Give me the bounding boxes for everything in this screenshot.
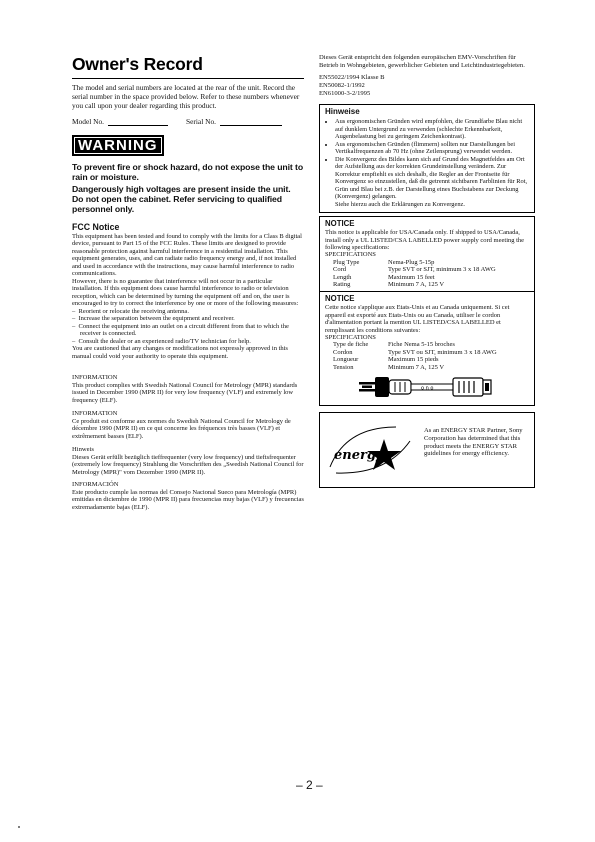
spec-key: Plug Type xyxy=(333,258,360,266)
notice-box xyxy=(319,216,535,406)
info-es-text: Este producto cumple las normas del Consejo Nacional Sueco para Metrología (MPR) emitidas en diciembre de 1990 (MPR II) para frecuencias muy bajas (VLF) y frecuencias extremadamente bajas (ELF). xyxy=(72,488,304,511)
spec-value: Minimum 7 A, 125 V xyxy=(388,363,445,371)
list-item: – Increase the separation between the equipment and receiver. xyxy=(72,315,304,323)
spec-key: Rating xyxy=(333,281,351,289)
emv-norms xyxy=(319,74,535,98)
fcc-paragraph-2: However, there is no guarantee that interference will not occur in a particular installation. If this equipment does cause harmful interference to radio or television reception, which can be determined by turning the equipment off and on, the user is encouraged to try to correct the interference by one or more of the following measures: xyxy=(72,277,299,308)
fcc-notice-title: FCC Notice xyxy=(72,221,120,232)
table-row xyxy=(333,341,497,348)
warning-badge: WARNING xyxy=(72,135,164,156)
hinweise-list xyxy=(325,118,529,201)
page-number: – 2 – xyxy=(296,778,323,792)
spec-key: Type de fiche xyxy=(333,341,369,349)
svg-text:o n o: o n o xyxy=(421,385,434,392)
info-fr-title: INFORMATION xyxy=(72,410,118,418)
list-item: – Consult the dealer or an experienced radio/TV technician for help. xyxy=(72,338,304,346)
model-no-field xyxy=(108,118,168,126)
list-item: • Aus ergonomischen Gründen (flimmern) sollten nur Darstellungen bei Vertikalfrequenzen ab 70 Hz (ohne Zeilensprung) verwendet werden. xyxy=(335,141,529,156)
energy-star-box xyxy=(319,412,535,488)
energy-logo-word: energy xyxy=(334,447,384,463)
spec-fr-table xyxy=(333,341,497,371)
list-item: • Aus ergonomischen Gründen wird empfohlen, die Grundfarbe Blau nicht auf dunklem Untergrund zu verwenden (schlechte Erkennbarkeit, Augenbelastung bei zu geringem Zeichenkontrast). xyxy=(335,118,529,141)
power-plug-icon xyxy=(325,373,529,401)
notice-en-text: This notice is applicable for USA/Canada only. If shipped to USA/Canada, install only a UL LISTED/CSA LABELLED power supply cord meeting the following specifications: xyxy=(325,229,525,251)
notice-fr-title: NOTICE xyxy=(325,294,355,304)
owners-record-intro: The model and serial numbers are located at the rear of the unit. Record the serial number in the space provided below. Refer to these numbers whenever you call upon your dealer regarding this product. xyxy=(72,83,300,110)
norm-item: EN55022/1994 Klasse B xyxy=(319,74,385,82)
energy-star-logo-icon xyxy=(326,421,414,479)
power-cord-illustration xyxy=(325,373,529,401)
spec-value: Type SVT ou SJT, minimum 3 x 18 AWG xyxy=(388,348,497,356)
table-row xyxy=(333,349,497,356)
info-fr-text: Ce produit est conforme aux normes du Swedish National Council for Metrology de décembre 1990 (MPR II) en ce qui concerne les fréquences très basses (VLF) et extrêmement basses (ELF). xyxy=(72,417,291,440)
table-row xyxy=(333,259,496,266)
table-row xyxy=(333,274,496,281)
title-rule xyxy=(72,78,304,79)
scan-speck xyxy=(18,826,20,828)
list-item: • Die Konvergenz des Bildes kann sich auf Grund des Magnetfeldes am Ort der Aufstellung aus der korrekten Grundeinstellung verändern. Zur Korrektur empfiehlt es sich deshalb, die Regler an der Frontseite für Konvergenz so einzustellen, daß die getrennt sichtbaren Farblinien für Rot, Grün und Blau bei z.B. der Darstellung eines Buchstabens zur Deckung (Konvergenz) gelangen. xyxy=(335,156,529,201)
hinweise-footer: Siehe hierzu auch die Erklärungen zu Konvergenz. xyxy=(335,200,465,208)
table-row xyxy=(333,266,496,273)
serial-no-label: Serial No. xyxy=(186,116,216,126)
notice-fr-text: Cette notice s'applique aux Etats-Unis et au Canada uniquement. Si cet appareil est exporté aux Etats-Unis ou au Canada, utiliser le cordon d'alimentation portant la mention UL LISTED/CSA LABELLED et remplissant les conditions suivantes: xyxy=(325,304,510,334)
spec-en-heading: SPECIFICATIONS xyxy=(325,251,376,259)
spec-value: Minimum 7 A, 125 V xyxy=(388,281,445,289)
norm-item: EN61000-3-2/1995 xyxy=(319,90,371,98)
spec-en-table xyxy=(333,259,496,289)
spec-value: Maximum 15 pieds xyxy=(388,356,439,364)
fcc-paragraph-3: You are cautioned that any changes or modifications not expressly approved in this manual could void your authority to operate this equipment. xyxy=(72,345,288,360)
list-item: – Connect the equipment into an outlet on a circuit different from that to which the receiver is connected. xyxy=(72,323,304,338)
spec-key: Cord xyxy=(333,266,346,274)
list-item: – Reorient or relocate the receiving antenna. xyxy=(72,308,304,316)
warning-text-fire: To prevent fire or shock hazard, do not expose the unit to rain or moisture. xyxy=(72,161,304,182)
info-de-title: Hinweis xyxy=(72,446,94,454)
spec-fr-heading: SPECIFICATIONS xyxy=(325,333,376,341)
hinweise-title: Hinweise xyxy=(325,107,360,117)
info-de-text: Dieses Gerät erfüllt bezüglich tieffrequenter (very low frequency) und tieftsfrequenter (extremely low frequency) Strahlung die Vorschriften des „Swedish National Council for Metrology (MPR)" vom Dezember 1990 (MPR II). xyxy=(72,453,304,476)
fcc-measures-list xyxy=(72,308,304,346)
spec-key: Longueur xyxy=(333,356,359,364)
serial-no-field xyxy=(220,118,282,126)
spec-key: Length xyxy=(333,273,352,281)
table-row xyxy=(333,364,497,371)
emv-statement: Dieses Gerät entspricht den folgenden europäischen EMV-Vorschriften für Betrieb in Wohngebieten, gewerblicher Gebieten und Leichtindustriegebieten. xyxy=(319,54,525,69)
info-en-title: INFORMATION xyxy=(72,374,118,382)
spec-value: Nema-Plug 5-15p xyxy=(388,258,435,266)
spec-value: Maximum 15 feet xyxy=(388,273,435,281)
info-en-text: This product complies with Swedish National Council for Metrology (MPR) standards issued in December 1990 (MPR II) for very low frequency (VLF) and extremely low frequency (ELF). xyxy=(72,381,298,404)
notice-en-title: NOTICE xyxy=(325,219,355,229)
info-es-title: INFORMACIÓN xyxy=(72,481,119,489)
spec-key: Cordon xyxy=(333,348,353,356)
spec-value: Type SVT or SJT, minimum 3 x 18 AWG xyxy=(388,266,496,274)
model-no-label: Model No. xyxy=(72,116,105,126)
owners-record-title: Owner's Record xyxy=(72,54,203,74)
fcc-paragraph-1: This equipment has been tested and found to comply with the limits for a Class B digital device, pursuant to Part 15 of the FCC Rules. These limits are designed to provide reasonable protection against harmful interference in a residential installation. This equipment generates, uses, and can radiate radio frequency energy and, if not installed and used in accordance with the instructions, may cause harmful interference to radio communications. xyxy=(72,232,302,278)
left-column xyxy=(72,54,304,511)
record-fields xyxy=(72,117,304,126)
notice-divider xyxy=(320,291,534,292)
right-column xyxy=(319,54,535,488)
norm-item: EN50082-1/1992 xyxy=(319,82,365,90)
energy-star-text: As an ENERGY STAR Partner, Sony Corporation has determined that this product meets the ENERGY STAR guidelines for energy efficiency. xyxy=(424,426,523,458)
table-row xyxy=(333,281,496,288)
warning-text-voltage: Dangerously high voltages are present inside the unit. Do not open the cabinet. Refer servicing to qualified personnel only. xyxy=(72,183,291,215)
table-row xyxy=(333,356,497,363)
spec-value: Fiche Nema 5-15 broches xyxy=(388,341,455,349)
hinweise-box xyxy=(319,104,535,213)
spec-key: Tension xyxy=(333,363,354,371)
